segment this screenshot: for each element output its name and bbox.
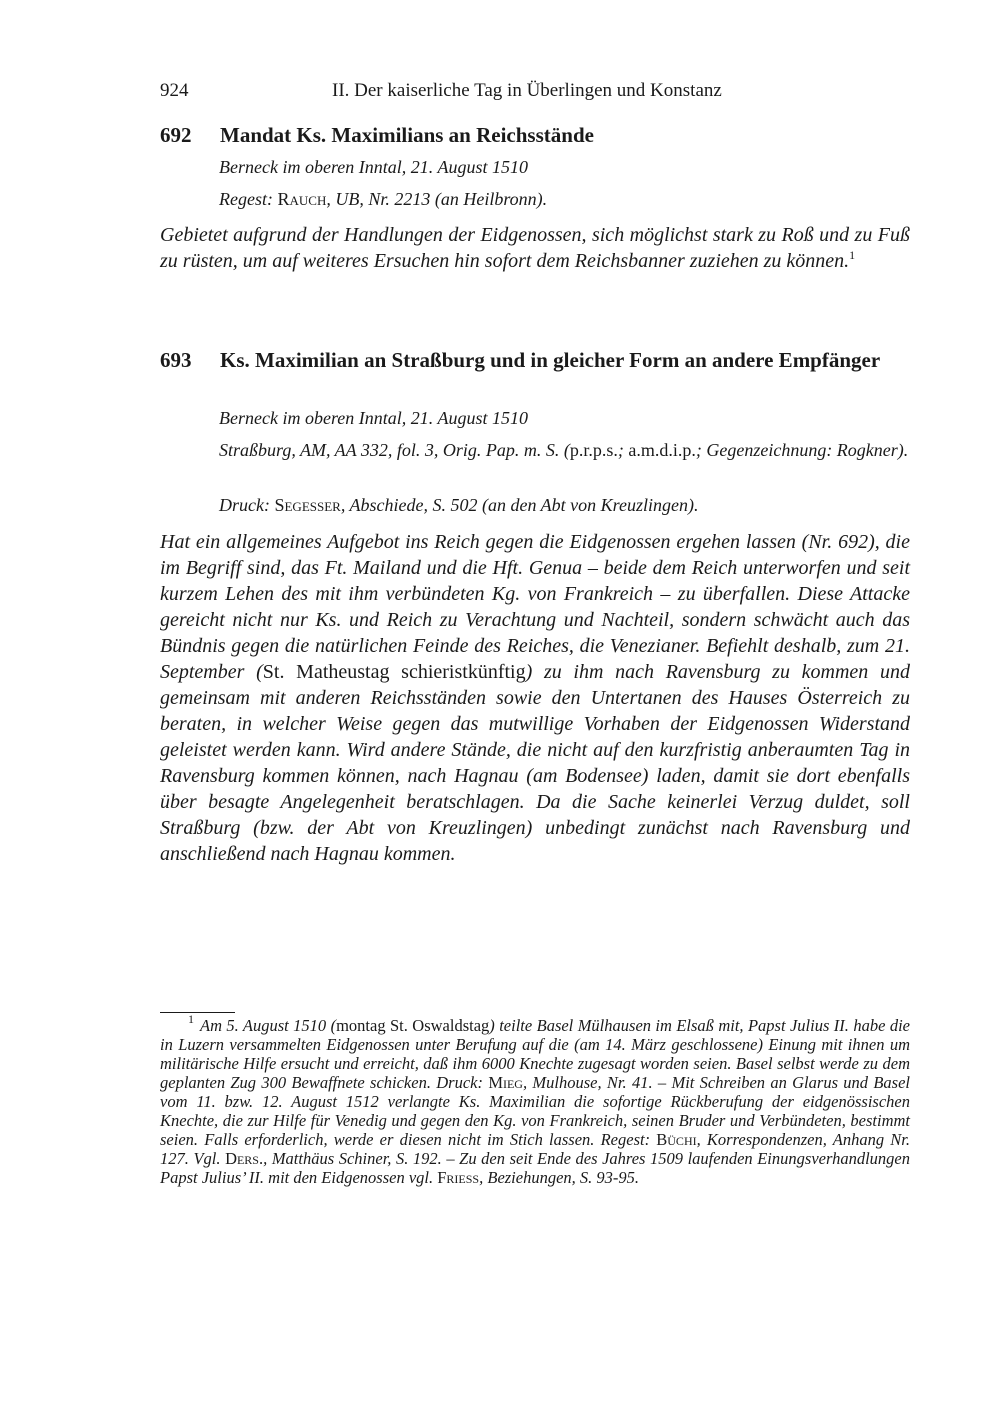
entry-692-source <box>219 188 909 210</box>
page-number: 924 <box>160 80 189 101</box>
print-label: Druck: <box>219 495 270 515</box>
source-author: Rauch <box>277 189 327 209</box>
print-rest: , Abschiede, S. 502 (an den Abt von Kreuzlingen). <box>340 495 699 515</box>
entry-number: 692 <box>160 123 192 147</box>
entry-693-archive: Straßburg, AM, AA 332, fol. 3, Orig. Pap. m. S. (p.r.p.s.; a.m.d.i.p.; Gegenzeichnung: Rogkner). <box>219 440 909 460</box>
footnote-ref[interactable]: 1 <box>849 248 856 262</box>
page-header <box>160 80 910 108</box>
entry-693-summary: Hat ein allgemeines Aufgebot ins Reich gegen die Eidgenossen ergehen lassen (Nr. 692), die im Begriff sind, das Ft. Mailand und die Hft. Genua – beide dem Reich unterworfen und seit kurzem Lehen des mit ihm verbündeten Kg. von Frankreich – zu überfallen. Diese Attacke gereicht nicht nur Ks. und Reich zu Verachtung und Nachteil, sondern schwächt auch das Bündnis gegen die natürlichen Feinde des Reiches, die Venezianer. Befiehlt deshalb, zum 21. September (St. Matheustag schieristkünftig) zu ihm nach Ravensburg zu kommen und gemeinsam mit anderen Reichsständen sowie den Untertanen des Hauses Österreich zu beraten, in welcher Weise gegen das mutwillige Vorhaben der Eidgenossen Widerstand geleistet werden kann. Wird andere Stände, die nicht auf den kurzfristig anberaumten Tag in Ravensburg kommen können, nach Hagnau (am Bodensee) laden, damit sie dort ebenfalls über besagte Angelegenheit beratschlagen. Da die Sache keinerlei Verzug duldet, soll Straßburg (bzw. der Abt von Kreuzlingen) unbedingt zunächst nach Ravensburg und anschließend nach Hagnau kommen. <box>160 531 910 865</box>
source-rest: , UB, Nr. 2213 (an Heilbronn). <box>326 189 548 209</box>
entry-692-heading <box>160 122 910 148</box>
entry-692-place-date: Berneck im oberen Inntal, 21. August 1510 <box>219 157 528 177</box>
entry-693-heading <box>160 347 910 373</box>
running-head: II. Der kaiserliche Tag in Überlingen und Konstanz <box>332 80 722 101</box>
entry-title: Mandat Ks. Maximilians an Reichsstände <box>220 123 594 147</box>
source-label: Regest: <box>219 189 273 209</box>
quoted-date: St. Matheustag schieristkünftig <box>262 661 526 683</box>
footnote-1: $^1$ Am 5. August 1510 (montag St. Oswaldstag) teilte Basel Mülhausen im Elsaß mit, Papst Julius II. habe die in Luzern versammelten Eidgenossen unter Berufung auf die (am 14. März geschlossene) Einung mit ihnen um militärische Hilfe ersucht und erreicht, daß ihm 6000 Knechte zugesagt worden seien. Basel selbst werde zu dem geplanten Zug 300 Bewaffnete schicken. Druck: Mieg, Mulhouse, Nr. 41. – Mit Schreiben an Glarus und Basel vom 11. bzw. 12. August 1512 verlangte Ks. Maximilian die sofortige Rückberufung der eidgenössischen Knechte, die zur Hilfe für Venedig und gegen den Kg. von Frankreich, seinen Bruder und Verbündeten, bestimmt seien. Falls erforderlich, werde er diesen nicht im Stich lassen. Regest: Büchi, Korrespondenzen, Anhang Nr. 127. Vgl. Ders., Matthäus Schiner, S. 192. – Zu den seit Ende des Jahres 1509 laufenden Einungsverhandlungen Papst Julius’ II. mit den Eidgenossen vgl. Friess, Beziehungen, S. 93-95. <box>160 1012 911 1187</box>
footnote-marker: 1 <box>188 1012 194 1026</box>
entry-692-summary: Gebietet aufgrund der Handlungen der Eidgenossen, sich möglichst stark zu Roß und zu Fuß zu rüsten, um auf weiteres Ersuchen hin sofort dem Reichsbanner zuziehen zu können.$^1$ <box>160 224 910 272</box>
entry-693-place-date: Berneck im oberen Inntal, 21. August 1510 <box>219 408 528 428</box>
entry-number: 693 <box>160 348 192 372</box>
print-author: Segesser <box>274 495 341 515</box>
entry-title: Ks. Maximilian an Straßburg und in gleicher Form an andere Empfänger <box>220 348 881 372</box>
entry-693-print <box>219 494 909 516</box>
footnote-separator <box>160 1012 235 1013</box>
